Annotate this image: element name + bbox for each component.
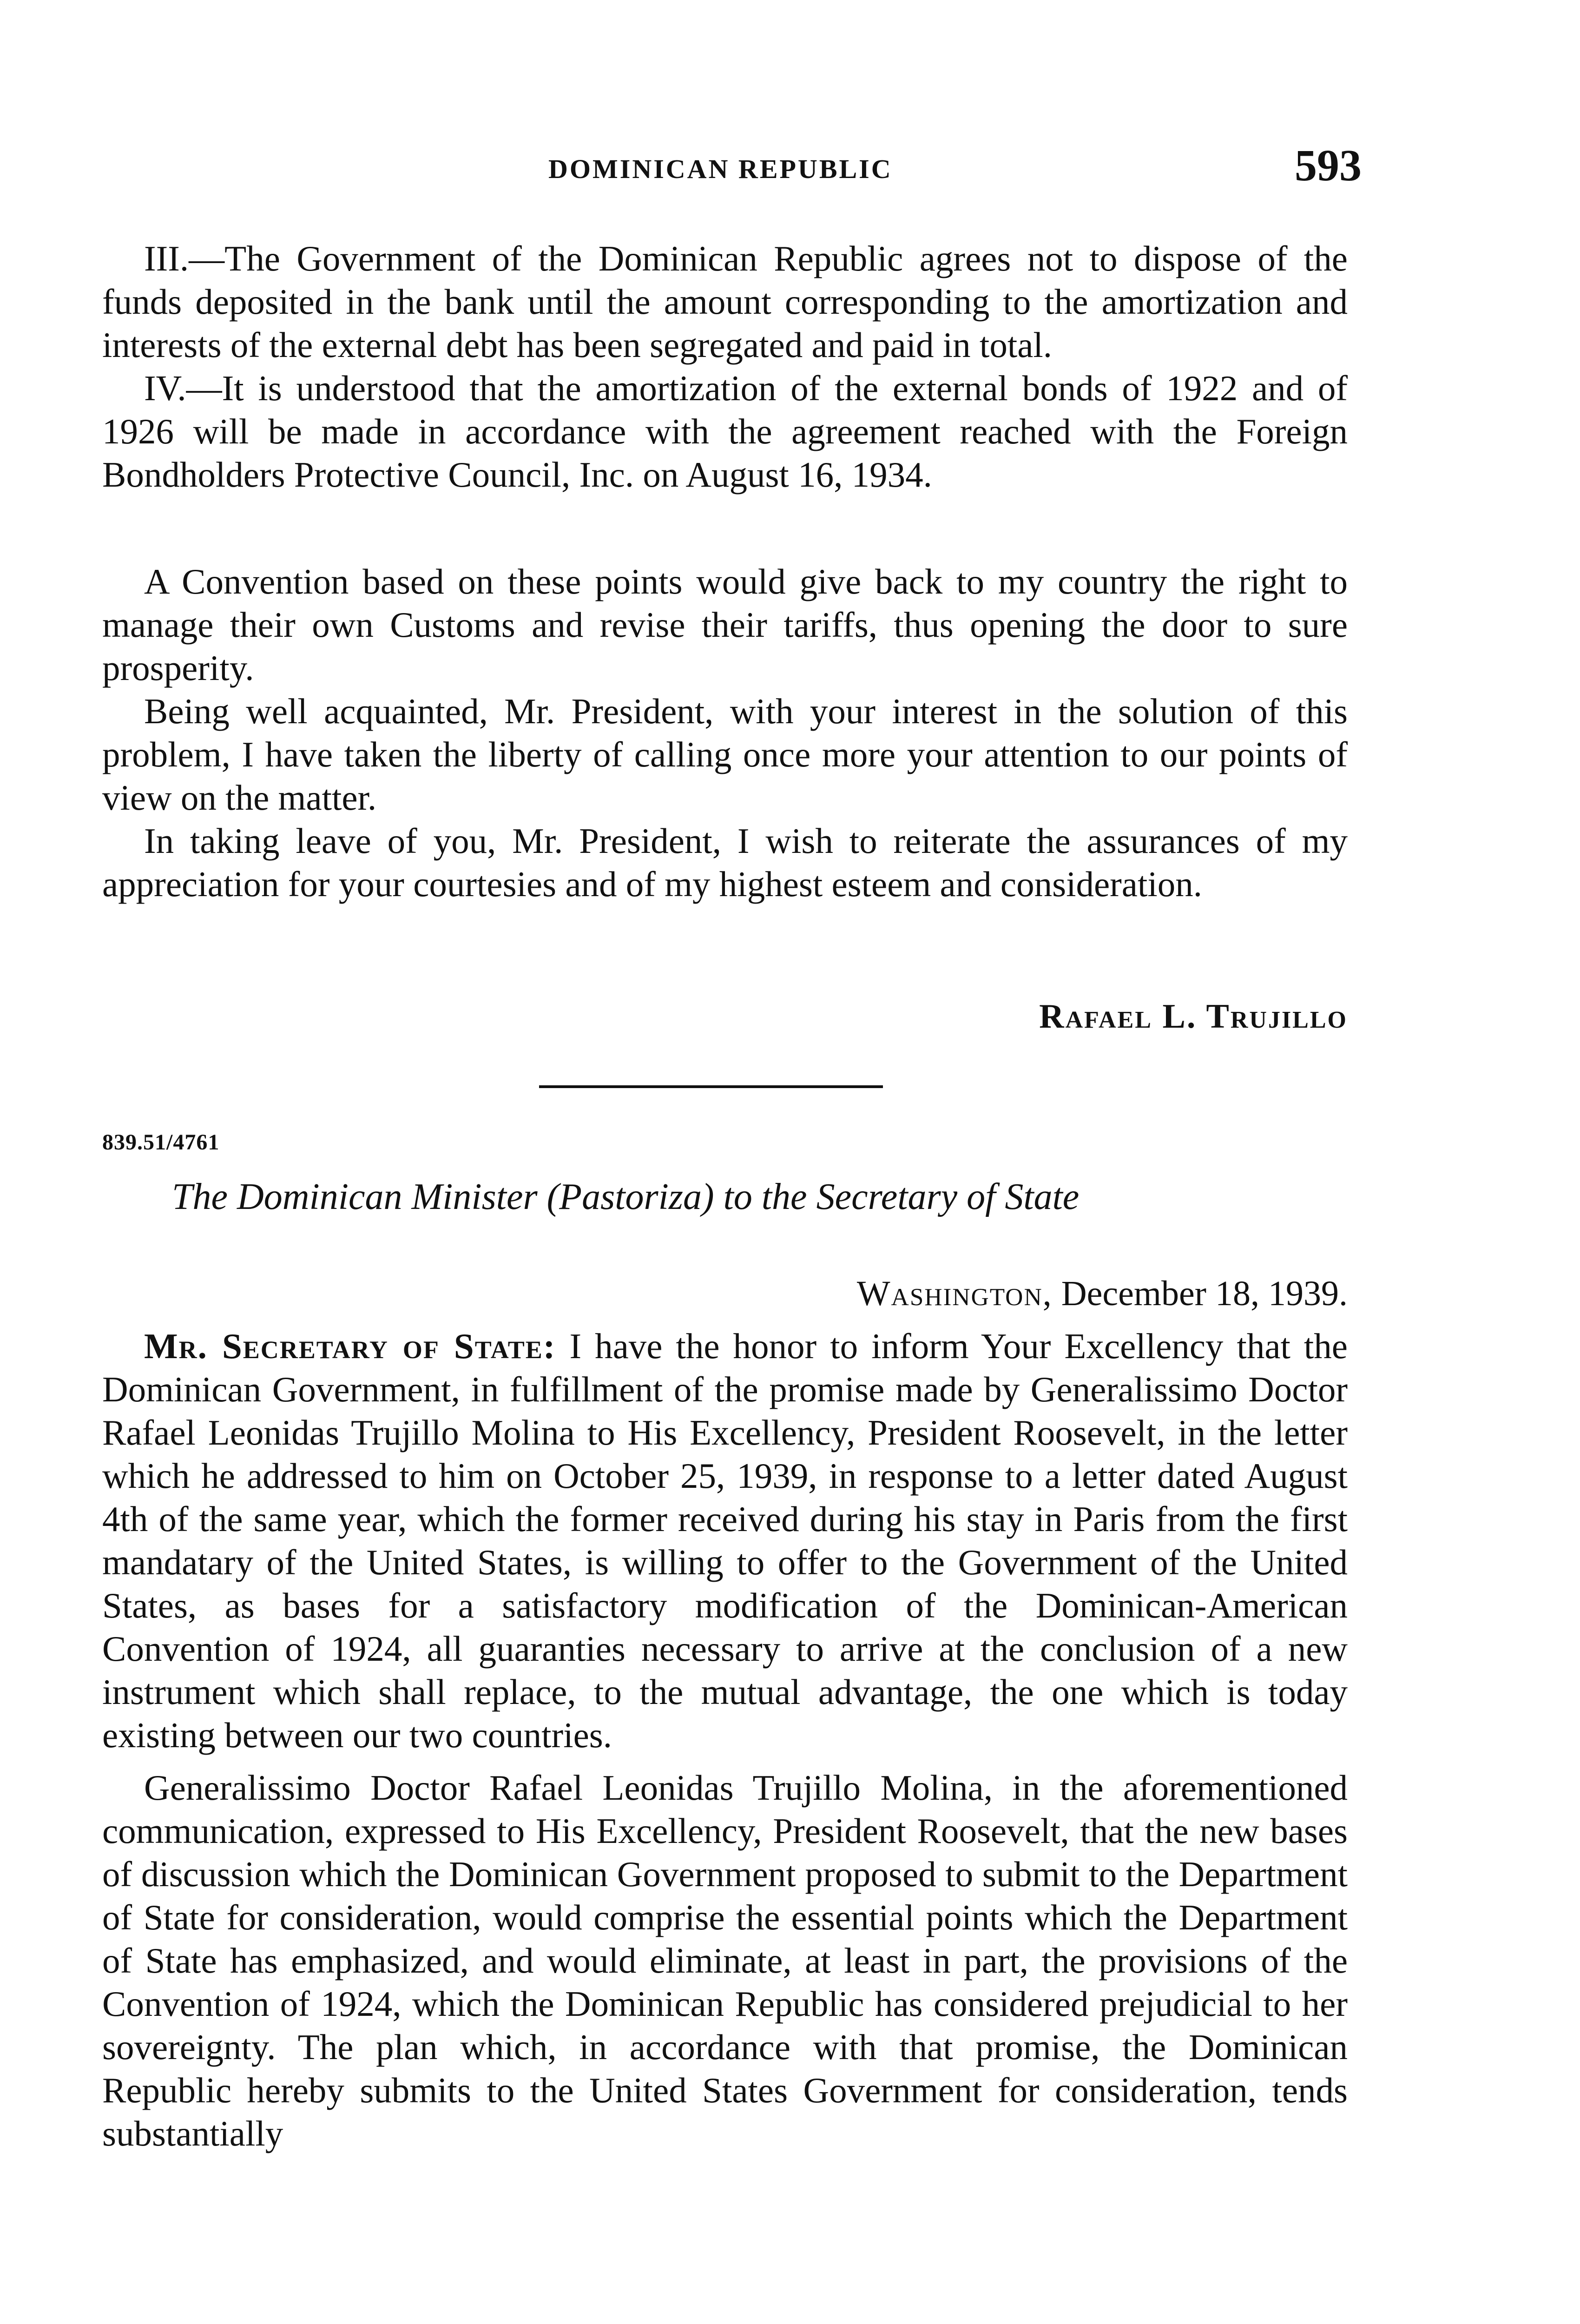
dateline-place: Washington,	[856, 1274, 1053, 1313]
point-iii: III.—The Government of the Dominican Republic agrees not to dispose of the funds deposited in the bank until the amount corresponding to the amortization and interests of the external debt has been segregated and paid in total.	[102, 238, 1348, 365]
body-paragraph-2: Generalissimo Doctor Rafael Leonidas Trujillo Molina, in the aforementioned communication, expressed to His Excellency, President Roosevelt, that the new bases of discussion which the Dominican Government proposed to submit to the Department of State for consideration, would comprise the essential points which the Department of State has emphasized, and would eliminate, at least in part, the provisions of the Convention of 1924, which the Dominican Republic has considered prejudicial to her sovereignty. The plan which, in accordance with that promise, the Dominican Republic hereby submits to the United States Government for consideration, tends substantially	[102, 1768, 1348, 2153]
letter-closing	[102, 560, 1348, 906]
letter-paragraph: A Convention based on these points would give back to my country the right to manage their own Customs and revise their tariffs, thus opening the door to sure prosperity.	[102, 561, 1348, 688]
dateline-date: December 18, 1939.	[1052, 1274, 1348, 1313]
dateline	[857, 1274, 1348, 1314]
page-header	[107, 139, 1362, 195]
enumerated-points	[102, 237, 1348, 496]
file-number: 839.51/4761	[102, 1130, 220, 1155]
letter-body	[102, 1325, 1348, 2155]
letter-paragraph: In taking leave of you, Mr. President, I wish to reiterate the assurances of my appreciation for your courtesies and of my highest esteem and consideration.	[102, 821, 1348, 904]
signature: Rafael L. Trujillo	[1039, 997, 1348, 1036]
running-head: DOMINICAN REPUBLIC	[548, 154, 893, 184]
section-divider	[539, 1085, 883, 1088]
body-paragraph-1-text: I have the honor to inform Your Excellency that the Dominican Government, in fulfillment of the promise made by Generalissimo Doctor Rafael Leonidas Trujillo Molina to His Excellency, President Roosevelt, in the letter which he addressed to him on October 25, 1939, in response to a letter dated August 4th of the same year, which the former received during his stay in Paris from the first mandatary of the United States, is willing to offer to the Government of the United States, as bases for a satisfactory modification of the Dominican-American Convention of 1924, all guaranties necessary to arrive at the conclusion of a new instrument which shall replace, to the mutual advantage, the one which is today existing between our two countries.	[102, 1326, 1348, 1755]
page-number: 593	[1295, 140, 1362, 190]
point-iv: IV.—It is understood that the amortization of the external bonds of 1922 and of 1926 will be made in accordance with the agreement reached with the Foreign Bondholders Protective Council, Inc. on August 16, 1934.	[102, 368, 1348, 495]
body-paragraph-1	[102, 1325, 1348, 1757]
document-title: The Dominican Minister (Pastoriza) to the Secretary of State	[172, 1176, 1080, 1217]
letter-paragraph: Being well acquainted, Mr. President, with your interest in the solution of this problem, I have taken the liberty of calling once more your attention to our points of view on the matter.	[102, 691, 1348, 818]
salutation: Mr. Secretary of State:	[144, 1326, 556, 1366]
